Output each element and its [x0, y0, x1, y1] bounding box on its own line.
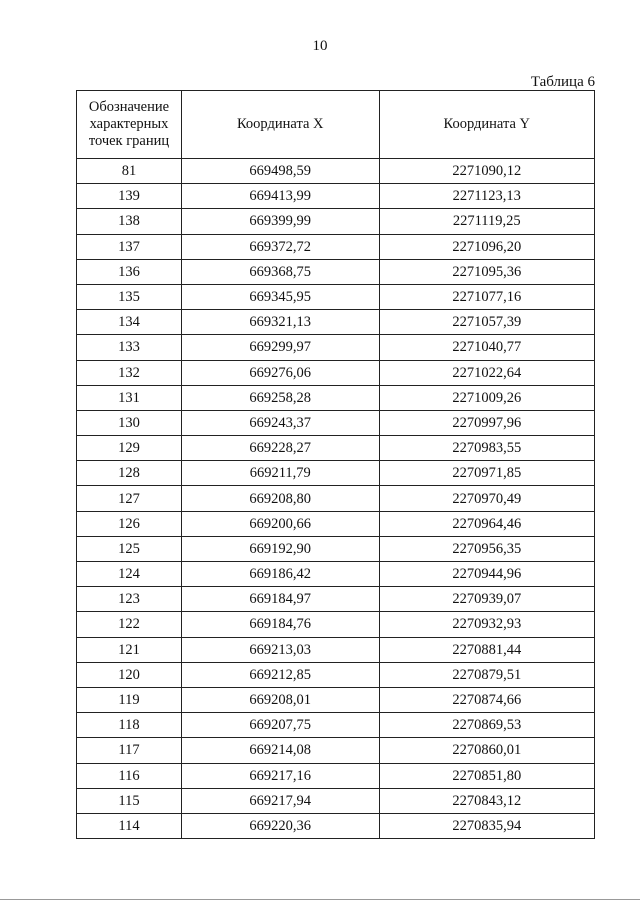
cell-coordinate-y: 2270970,49	[379, 486, 594, 511]
cell-point-number: 133	[77, 335, 182, 360]
cell-point-number: 120	[77, 662, 182, 687]
table-row	[77, 562, 595, 587]
cell-coordinate-y: 2270874,66	[379, 687, 594, 712]
table-row	[77, 234, 595, 259]
cell-point-number: 138	[77, 209, 182, 234]
table-caption: Таблица 6	[530, 74, 595, 90]
cell-point-number: 118	[77, 713, 182, 738]
cell-coordinate-x: 669217,16	[181, 763, 379, 788]
cell-coordinate-x: 669200,66	[181, 511, 379, 536]
table-row	[77, 310, 595, 335]
cell-point-number: 114	[77, 813, 182, 838]
cell-point-number: 125	[77, 536, 182, 561]
page-bottom-edge	[0, 899, 640, 900]
table-row	[77, 259, 595, 284]
cell-coordinate-y: 2270944,96	[379, 562, 594, 587]
cell-coordinate-x: 669345,95	[181, 284, 379, 309]
cell-coordinate-y: 2270997,96	[379, 410, 594, 435]
table-row	[77, 763, 595, 788]
cell-coordinate-x: 669321,13	[181, 310, 379, 335]
table-row	[77, 612, 595, 637]
cell-coordinate-y: 2271095,36	[379, 259, 594, 284]
cell-point-number: 126	[77, 511, 182, 536]
cell-point-number: 132	[77, 360, 182, 385]
cell-coordinate-y: 2270843,12	[379, 788, 594, 813]
cell-coordinate-y: 2270860,01	[379, 738, 594, 763]
cell-coordinate-x: 669192,90	[181, 536, 379, 561]
cell-coordinate-y: 2270851,80	[379, 763, 594, 788]
table-row	[77, 587, 595, 612]
table-row	[77, 662, 595, 687]
cell-coordinate-x: 669498,59	[181, 159, 379, 184]
cell-coordinate-y: 2270869,53	[379, 713, 594, 738]
cell-coordinate-y: 2270971,85	[379, 461, 594, 486]
table-row	[77, 410, 595, 435]
cell-coordinate-x: 669413,99	[181, 184, 379, 209]
cell-point-number: 115	[77, 788, 182, 813]
cell-coordinate-x: 669399,99	[181, 209, 379, 234]
table-row	[77, 486, 595, 511]
cell-point-number: 123	[77, 587, 182, 612]
cell-coordinate-y: 2270956,35	[379, 536, 594, 561]
cell-coordinate-x: 669211,79	[181, 461, 379, 486]
cell-coordinate-x: 669208,01	[181, 687, 379, 712]
cell-coordinate-x: 669214,08	[181, 738, 379, 763]
cell-coordinate-y: 2270964,46	[379, 511, 594, 536]
cell-coordinate-y: 2270881,44	[379, 637, 594, 662]
cell-coordinate-y: 2270879,51	[379, 662, 594, 687]
table-row	[77, 813, 595, 838]
cell-point-number: 128	[77, 461, 182, 486]
cell-point-number: 130	[77, 410, 182, 435]
table-row	[77, 461, 595, 486]
table-row	[77, 713, 595, 738]
cell-coordinate-x: 669228,27	[181, 436, 379, 461]
cell-point-number: 139	[77, 184, 182, 209]
cell-coordinate-y: 2271123,13	[379, 184, 594, 209]
cell-point-number: 124	[77, 562, 182, 587]
table-row	[77, 788, 595, 813]
cell-point-number: 117	[77, 738, 182, 763]
cell-coordinate-x: 669258,28	[181, 385, 379, 410]
cell-point-number: 127	[77, 486, 182, 511]
table-row	[77, 738, 595, 763]
cell-coordinate-x: 669372,72	[181, 234, 379, 259]
cell-point-number: 122	[77, 612, 182, 637]
header-coordinate-x: Координата X	[181, 91, 379, 159]
cell-point-number: 116	[77, 763, 182, 788]
cell-point-number: 136	[77, 259, 182, 284]
cell-coordinate-x: 669368,75	[181, 259, 379, 284]
cell-coordinate-y: 2271096,20	[379, 234, 594, 259]
cell-coordinate-y: 2271057,39	[379, 310, 594, 335]
table-body	[77, 159, 595, 839]
table-header-row	[77, 91, 595, 159]
table-row	[77, 536, 595, 561]
cell-coordinate-x: 669212,85	[181, 662, 379, 687]
cell-coordinate-y: 2270939,07	[379, 587, 594, 612]
cell-point-number: 134	[77, 310, 182, 335]
cell-coordinate-x: 669299,97	[181, 335, 379, 360]
cell-coordinate-y: 2271009,26	[379, 385, 594, 410]
table-row	[77, 335, 595, 360]
table-row	[77, 209, 595, 234]
table-row	[77, 511, 595, 536]
cell-coordinate-x: 669217,94	[181, 788, 379, 813]
cell-coordinate-x: 669213,03	[181, 637, 379, 662]
table-row	[77, 284, 595, 309]
header-coordinate-y: Координата Y	[379, 91, 594, 159]
cell-coordinate-y: 2270835,94	[379, 813, 594, 838]
cell-coordinate-x: 669208,80	[181, 486, 379, 511]
cell-point-number: 137	[77, 234, 182, 259]
table-row	[77, 436, 595, 461]
cell-coordinate-x: 669220,36	[181, 813, 379, 838]
coordinates-table	[76, 90, 595, 839]
cell-point-number: 81	[77, 159, 182, 184]
cell-coordinate-y: 2271077,16	[379, 284, 594, 309]
cell-point-number: 119	[77, 687, 182, 712]
cell-coordinate-y: 2271022,64	[379, 360, 594, 385]
cell-point-number: 135	[77, 284, 182, 309]
table-row	[77, 687, 595, 712]
cell-point-number: 121	[77, 637, 182, 662]
cell-coordinate-x: 669186,42	[181, 562, 379, 587]
cell-coordinate-y: 2271040,77	[379, 335, 594, 360]
cell-coordinate-y: 2271090,12	[379, 159, 594, 184]
cell-coordinate-x: 669184,97	[181, 587, 379, 612]
cell-coordinate-x: 669276,06	[181, 360, 379, 385]
cell-coordinate-x: 669207,75	[181, 713, 379, 738]
page-number: 10	[312, 38, 328, 54]
cell-coordinate-x: 669243,37	[181, 410, 379, 435]
cell-point-number: 131	[77, 385, 182, 410]
cell-coordinate-x: 669184,76	[181, 612, 379, 637]
table-row	[77, 184, 595, 209]
table-row	[77, 385, 595, 410]
cell-point-number: 129	[77, 436, 182, 461]
cell-coordinate-y: 2270932,93	[379, 612, 594, 637]
header-point-designation: Обозначение характерных точек границ	[77, 91, 182, 159]
cell-coordinate-y: 2270983,55	[379, 436, 594, 461]
cell-coordinate-y: 2271119,25	[379, 209, 594, 234]
table-row	[77, 159, 595, 184]
table-row	[77, 360, 595, 385]
table-row	[77, 637, 595, 662]
